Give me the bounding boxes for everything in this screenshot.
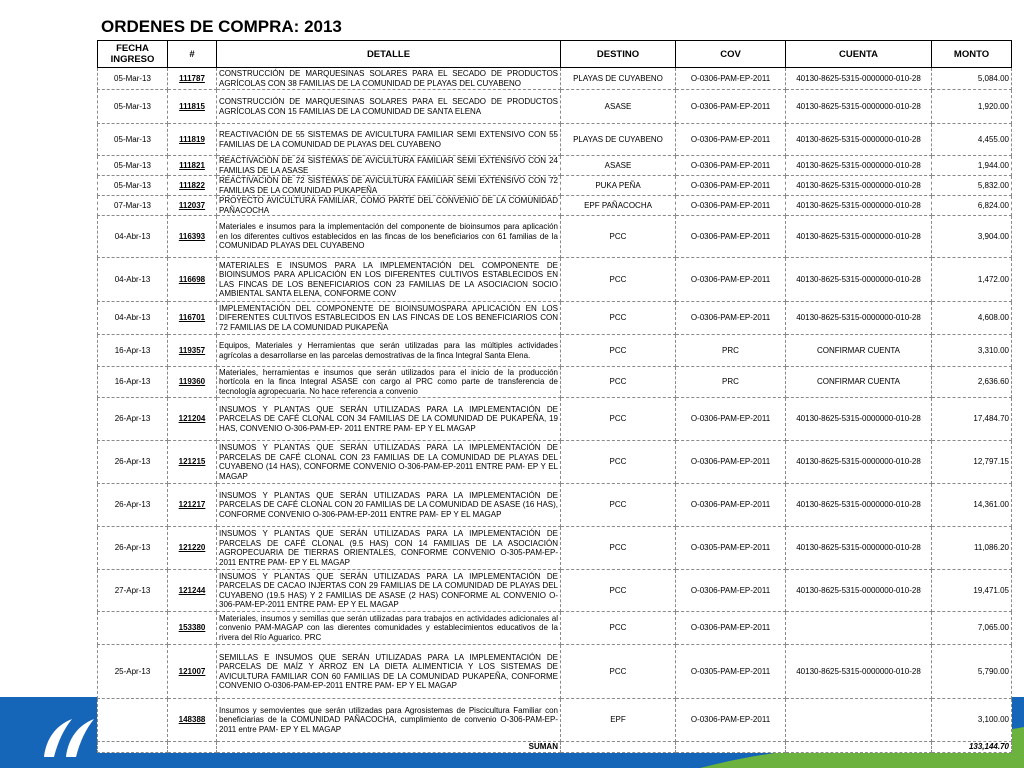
table-row xyxy=(98,90,1012,124)
cell-destino: ASASE xyxy=(561,90,676,124)
cell-destino: EPF xyxy=(561,699,676,742)
cell-fecha: 07-Mar-13 xyxy=(98,196,168,216)
cell-cov: PRC xyxy=(676,335,786,367)
table-row xyxy=(98,302,1012,335)
table-row xyxy=(98,441,1012,484)
order-number-link[interactable]: 121204 xyxy=(168,398,217,441)
cell-detalle: Materiales e insumos para la implementación del componente de bioinsumos para aplicación en los diferentes cultivos establecidos en las fincas de los beneficiarios con 61 familias de la COMUNIDAD PLAYAS DEL CUYABENO xyxy=(217,216,561,258)
cell-cov: PRC xyxy=(676,367,786,398)
cell-destino: PCC xyxy=(561,484,676,527)
order-number-link[interactable]: 111821 xyxy=(168,156,217,176)
cell-monto: 1,472.00 xyxy=(932,258,1012,302)
cell-monto: 1,920.00 xyxy=(932,90,1012,124)
cell-cuenta: 40130-8625-5315-0000000-010-28 xyxy=(786,398,932,441)
cell-detalle: REACTIVACIÓN DE 72 SISTEMAS DE AVICULTURA FAMILIAR SEMI EXTENSIVO CON 72 FAMILIAS DE LA COMUNIDAD PUKAPEÑA xyxy=(217,176,561,196)
cell-cuenta: 40130-8625-5315-0000000-010-28 xyxy=(786,527,932,570)
table-row xyxy=(98,124,1012,156)
cell-destino: PCC xyxy=(561,258,676,302)
order-number-link[interactable]: 116701 xyxy=(168,302,217,335)
order-number-link[interactable]: 148388 xyxy=(168,699,217,742)
header-monto: MONTO xyxy=(932,41,1012,68)
total-row xyxy=(98,742,1012,753)
cell-monto: 3,100.00 xyxy=(932,699,1012,742)
cell-fecha: 27-Apr-13 xyxy=(98,570,168,612)
cell-detalle: INSUMOS Y PLANTAS QUE SERÁN UTILIZADAS PARA LA IMPLEMENTACIÓN DE PARCELAS DE CAFÉ CLONAL CON 34 FAMILIAS DE LA COMUNIDAD DE PUKAPEÑA, 19 HAS, CONVENIO O-306-PAM-EP- 2011 ENTRE PAM- EP Y EL MAGAP xyxy=(217,398,561,441)
table-row xyxy=(98,68,1012,90)
order-number-link[interactable]: 119357 xyxy=(168,335,217,367)
order-number-link[interactable]: 121220 xyxy=(168,527,217,570)
cell-fecha xyxy=(98,699,168,742)
table-row xyxy=(98,484,1012,527)
cell-fecha: 16-Apr-13 xyxy=(98,335,168,367)
header-detalle: DETALLE xyxy=(217,41,561,68)
table-row xyxy=(98,645,1012,699)
order-number-link[interactable]: 153380 xyxy=(168,612,217,645)
cell-cov: O-0306-PAM-EP-2011 xyxy=(676,612,786,645)
cell-monto: 4,608.00 xyxy=(932,302,1012,335)
cell-cuenta xyxy=(786,612,932,645)
cell-fecha: 26-Apr-13 xyxy=(98,527,168,570)
cell-fecha: 26-Apr-13 xyxy=(98,398,168,441)
cell-fecha: 05-Mar-13 xyxy=(98,176,168,196)
cell-monto: 5,832.00 xyxy=(932,176,1012,196)
cell-cuenta: 40130-8625-5315-0000000-010-28 xyxy=(786,645,932,699)
cell-cov: O-0306-PAM-EP-2011 xyxy=(676,156,786,176)
cell-cov: O-0306-PAM-EP-2011 xyxy=(676,484,786,527)
cell-detalle: INSUMOS Y PLANTAS QUE SERÁN UTILIZADAS PARA LA IMPLEMENTACIÓN DE PARCELAS DE CACAO INJERTAS CON 29 FAMILIAS DE LA COMUNIDAD DE PLAYAS DEL CUYABENO (19.5 HAS) Y 2 FAMILIAS DE ASASE (2 HAS) CONFORME AL CONVENIO O-306-PAM-EP-2011 ENTRE PAM- EP Y EL MAGAP xyxy=(217,570,561,612)
cell-monto: 4,455.00 xyxy=(932,124,1012,156)
cell-monto: 5,790.00 xyxy=(932,645,1012,699)
cell-monto: 19,471.05 xyxy=(932,570,1012,612)
cell-monto: 1,944.00 xyxy=(932,156,1012,176)
cell-detalle: CONSTRUCCIÓN DE MARQUESINAS SOLARES PARA EL SECADO DE PRODUCTOS AGRÍCOLAS CON 38 FAMILIAS DE LA COMUNIDAD DE PLAYAS DEL CUYABENO xyxy=(217,68,561,90)
cell-monto: 12,797.15 xyxy=(932,441,1012,484)
cell-cuenta: 40130-8625-5315-0000000-010-28 xyxy=(786,196,932,216)
cell-cuenta: 40130-8625-5315-0000000-010-28 xyxy=(786,90,932,124)
table-row xyxy=(98,398,1012,441)
cell-destino: PCC xyxy=(561,398,676,441)
cell-destino: PLAYAS DE CUYABENO xyxy=(561,68,676,90)
header-fecha-ingreso: FECHA INGRESO xyxy=(98,41,168,68)
cell-cuenta: 40130-8625-5315-0000000-010-28 xyxy=(786,124,932,156)
order-number-link[interactable]: 119360 xyxy=(168,367,217,398)
cell-cov: O-0306-PAM-EP-2011 xyxy=(676,124,786,156)
table-row xyxy=(98,570,1012,612)
table-row xyxy=(98,612,1012,645)
cell-detalle: IMPLEMENTACIÓN DEL COMPONENTE DE BIOINSUMOSPARA APLICACIÓN EN LOS DIFERENTES CULTIVOS ESTABLECIDOS EN LAS FINCAS DE LOS BENEFICIARIOS CON 72 FAMILIAS DE LA COMUNIDAD PUKAPEÑA xyxy=(217,302,561,335)
cell-detalle: Materiales, insumos y semillas que serán utilizadas para trabajos en actividades adicionales al convenio PAM-MAGAP con las dierentes comunidades y establecimientos educativos de la rivera del Río Aguarico. PRC xyxy=(217,612,561,645)
cell-detalle: Equipos, Materiales y Herramientas que serán utilizadas para las múltiples actividades agrícolas a desarrollarse en las parcelas demostrativas de la finca Integral Santa Elena. xyxy=(217,335,561,367)
cell-cuenta: CONFIRMAR CUENTA xyxy=(786,367,932,398)
cell-cov: O-0306-PAM-EP-2011 xyxy=(676,699,786,742)
order-number-link[interactable]: 111787 xyxy=(168,68,217,90)
cell-cuenta: CONFIRMAR CUENTA xyxy=(786,335,932,367)
purchase-orders-table xyxy=(97,40,1012,753)
cell-monto: 3,904.00 xyxy=(932,216,1012,258)
order-number-link[interactable]: 112037 xyxy=(168,196,217,216)
order-number-link[interactable]: 111822 xyxy=(168,176,217,196)
cell-cov: O-0306-PAM-EP-2011 xyxy=(676,441,786,484)
order-number-link[interactable]: 111815 xyxy=(168,90,217,124)
cell-destino: PCC xyxy=(561,367,676,398)
cell-destino: PCC xyxy=(561,570,676,612)
cell-cuenta: 40130-8625-5315-0000000-010-28 xyxy=(786,441,932,484)
cell-fecha: 04-Abr-13 xyxy=(98,258,168,302)
cell-monto: 5,084.00 xyxy=(932,68,1012,90)
cell-detalle: INSUMOS Y PLANTAS QUE SERÁN UTILIZADAS PARA LA IMPLEMENTACIÓN DE PARCELAS DE CAFÉ CLONAL (9.5 HAS) CON 14 FAMILIAS DE LA ASOCIACIÓN AGROPECUARIA DE TIERRAS ORIENTALES, CONFORME CONVENIO O-305-PAM-EP-2011 ENTRE PAM- EP Y EL MAGAP xyxy=(217,527,561,570)
cell-detalle: REACTIVACIÓN DE 55 SISTEMAS DE AVICULTURA FAMILIAR SEMI EXTENSIVO CON 55 FAMILIAS DE LA COMUNIDAD DE PLAYAS DEL CUYABENO xyxy=(217,124,561,156)
cell-fecha: 16-Apr-13 xyxy=(98,367,168,398)
table-row xyxy=(98,156,1012,176)
table-row xyxy=(98,258,1012,302)
cell-cuenta: 40130-8625-5315-0000000-010-28 xyxy=(786,302,932,335)
cell-monto: 7,065.00 xyxy=(932,612,1012,645)
cell-destino: PCC xyxy=(561,612,676,645)
header-destino: DESTINO xyxy=(561,41,676,68)
cell-detalle: REACTIVACIÓN DE 24 SISTEMAS DE AVICULTURA FAMILIAR SEMI EXTENSIVO CON 24 FAMILIAS DE LA ASASE xyxy=(217,156,561,176)
cell-destino: PCC xyxy=(561,527,676,570)
cell-monto: 3,310.00 xyxy=(932,335,1012,367)
table-header-row xyxy=(98,41,1012,68)
cell-cov: O-0306-PAM-EP-2011 xyxy=(676,196,786,216)
cell-cov: O-0306-PAM-EP-2011 xyxy=(676,90,786,124)
cell-fecha: 05-Mar-13 xyxy=(98,90,168,124)
table-row xyxy=(98,176,1012,196)
cell-detalle: MATERIALES E INSUMOS PARA LA IMPLEMENTACIÓN DEL COMPONENTE DE BIOINSUMOS PARA APLICACIÓN EN LOS DIFERENTES CULTIVOS ESTABLECIDOS EN LAS FINCAS DE LOS BENEFICIARIOS CON 23 FAMILIAS DE LA ASOCIACION SOCIO AMBIENTAL SANTA ELENA, CONFORME CONV xyxy=(217,258,561,302)
table-row xyxy=(98,196,1012,216)
cell-monto: 2,636.60 xyxy=(932,367,1012,398)
table-row xyxy=(98,335,1012,367)
order-number-link[interactable]: 116698 xyxy=(168,258,217,302)
cell-detalle: CONSTRUCCIÓN DE MARQUESINAS SOLARES PARA EL SECADO DE PRODUCTOS AGRÍCOLAS CON 15 FAMILIAS DE LA COMUNIDAD DE SANTA ELENA xyxy=(217,90,561,124)
cell-cov: O-0305-PAM-EP-2011 xyxy=(676,645,786,699)
cell-cov: O-0306-PAM-EP-2011 xyxy=(676,258,786,302)
order-number-link[interactable]: 121217 xyxy=(168,484,217,527)
cell-destino: PCC xyxy=(561,216,676,258)
cell-cov: O-0306-PAM-EP-2011 xyxy=(676,68,786,90)
cell-cuenta: 40130-8625-5315-0000000-010-28 xyxy=(786,176,932,196)
cell-cuenta: 40130-8625-5315-0000000-010-28 xyxy=(786,216,932,258)
cell-cuenta: 40130-8625-5315-0000000-010-28 xyxy=(786,258,932,302)
cell-cuenta: 40130-8625-5315-0000000-010-28 xyxy=(786,570,932,612)
cell-fecha: 26-Apr-13 xyxy=(98,484,168,527)
cell-monto: 17,484.70 xyxy=(932,398,1012,441)
document-title: ORDENES DE COMPRA: 2013 xyxy=(97,14,1011,40)
cell-fecha: 04-Abr-13 xyxy=(98,216,168,258)
cell-cov: O-0306-PAM-EP-2011 xyxy=(676,176,786,196)
header-number: # xyxy=(168,41,217,68)
cell-destino: EPF PAÑACOCHA xyxy=(561,196,676,216)
cell-cov: O-0306-PAM-EP-2011 xyxy=(676,570,786,612)
purchase-orders-sheet xyxy=(97,14,1011,753)
cell-cuenta: 40130-8625-5315-0000000-010-28 xyxy=(786,68,932,90)
table-row xyxy=(98,367,1012,398)
cell-detalle: Insumos y semovientes que serán utilizadas para Agrosistemas de Piscicultura Familiar con beneficiarias de la COMUNIDAD PAÑACOCHA, cumplimiento de convenio O-306-PAM-EP-2011 entre PAM- EP Y EL MAGAP xyxy=(217,699,561,742)
cell-fecha: 05-Mar-13 xyxy=(98,156,168,176)
cell-cuenta: 40130-8625-5315-0000000-010-28 xyxy=(786,484,932,527)
table-row xyxy=(98,527,1012,570)
order-number-link[interactable]: 111819 xyxy=(168,124,217,156)
cell-fecha: 26-Apr-13 xyxy=(98,441,168,484)
cell-destino: PCC xyxy=(561,302,676,335)
cell-destino: PLAYAS DE CUYABENO xyxy=(561,124,676,156)
cell-destino: ASASE xyxy=(561,156,676,176)
total-amount: 133,144.70 xyxy=(932,742,1012,753)
cell-cov: O-0305-PAM-EP-2011 xyxy=(676,527,786,570)
cell-fecha: 25-Apr-13 xyxy=(98,645,168,699)
cell-monto: 14,361.00 xyxy=(932,484,1012,527)
cell-cuenta: 40130-8625-5315-0000000-010-28 xyxy=(786,156,932,176)
cell-detalle: Materiales, herramientas e insumos que serán utilizados para el inicio de la producción hortícola en la finca Integral ASASE con cargo al PRC como parte de transferencia de tecnología agropecuaria. No hace referencia a convenio xyxy=(217,367,561,398)
order-number-link[interactable]: 121215 xyxy=(168,441,217,484)
cell-cov: O-0306-PAM-EP-2011 xyxy=(676,398,786,441)
header-cov: COV xyxy=(676,41,786,68)
cell-destino: PCC xyxy=(561,441,676,484)
cell-destino: PCC xyxy=(561,335,676,367)
cell-cov: O-0306-PAM-EP-2011 xyxy=(676,216,786,258)
cell-destino: PUKA PEÑA xyxy=(561,176,676,196)
cell-detalle: PROYECTO AVICULTURA FAMILIAR, COMO PARTE DEL CONVENIO DE LA COMUNIDAD PAÑACOCHA xyxy=(217,196,561,216)
cell-monto: 6,824.00 xyxy=(932,196,1012,216)
table-row xyxy=(98,699,1012,742)
cell-fecha xyxy=(98,612,168,645)
cell-destino: PCC xyxy=(561,645,676,699)
order-number-link[interactable]: 116393 xyxy=(168,216,217,258)
header-cuenta: CUENTA xyxy=(786,41,932,68)
order-number-link[interactable]: 121244 xyxy=(168,570,217,612)
order-number-link[interactable]: 121007 xyxy=(168,645,217,699)
cell-fecha: 04-Abr-13 xyxy=(98,302,168,335)
table-row xyxy=(98,216,1012,258)
table-body xyxy=(98,68,1012,742)
cell-cuenta xyxy=(786,699,932,742)
total-label: SUMAN xyxy=(217,742,561,753)
cell-cov: O-0306-PAM-EP-2011 xyxy=(676,302,786,335)
cell-fecha: 05-Mar-13 xyxy=(98,68,168,90)
cell-detalle: SEMILLAS E INSUMOS QUE SERÁN UTILIZADAS PARA LA IMPLEMENTACIÓN DE PARCELAS DE MAÍZ Y ARROZ EN LA DIETA ALIMENTICIA Y LOS SISTEMAS DE AVICULTURA FAMILIAR CON 60 FAMILIAS DE LA COMUNIDAD PUKAPEÑA, CONFORME CONVENIO O-0306-PAM-EP-2011 ENTRE PAM- EP Y EL MAGAP xyxy=(217,645,561,699)
cell-fecha: 05-Mar-13 xyxy=(98,124,168,156)
cell-monto: 11,086.20 xyxy=(932,527,1012,570)
cell-detalle: INSUMOS Y PLANTAS QUE SERÁN UTILIZADAS PARA LA IMPLEMENTACIÓN DE PARCELAS DE CAFÉ CLONAL CON 23 FAMILIAS DE LA COMUNIDAD DE PLAYAS DEL CUYABENO (14 HAS), CONFORME CONVENIO O-306-PAM-EP-2011 ENTRE PAM- EP Y EL MAGAP xyxy=(217,441,561,484)
cell-detalle: INSUMOS Y PLANTAS QUE SERÁN UTILIZADAS PARA LA IMPLEMENTACIÓN DE PARCELAS DE CAFÉ CLONAL CON 20 FAMILIAS DE LA COMUNIDAD DE ASASE (16 HAS), CONFORME CONVENIO O-306-PAM-EP-2011 ENTRE PAM- EP Y EL MAGAP xyxy=(217,484,561,527)
